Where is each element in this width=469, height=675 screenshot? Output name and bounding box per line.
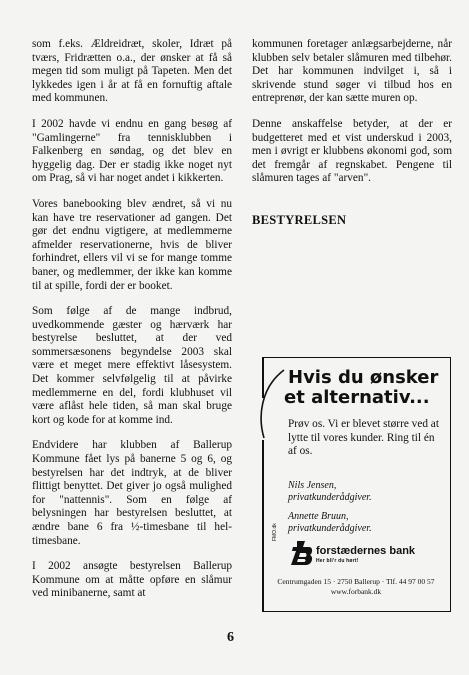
page-number: 6 (227, 630, 234, 645)
left-column (32, 38, 232, 613)
ad-title-line1: Hvis du ønsker (288, 367, 439, 388)
ad-title (284, 367, 439, 408)
bank-name: forstædernes bank (316, 545, 416, 557)
bank-website: www.forbank.dk (330, 587, 382, 596)
bank-tagline: Her bli'r du hørt! (316, 558, 359, 564)
signature-heading: BESTYRELSEN (252, 212, 347, 227)
contact-name: Annette Bruun, (288, 511, 349, 522)
ad-side-mark: FMO.dk (272, 523, 278, 541)
ad-body-text: Prøv os. Vi er blevet større ved at lytte til vores kunder. Ring til én af os. (288, 418, 439, 458)
paragraph: I 2002 ansøgte bestyrelsen Ballerup Kommune om at måtte opføre en slåmur ved minibanerne, samt at (32, 560, 232, 600)
bank-address-block (262, 577, 450, 597)
contact-role: privatkunderådgiver. (288, 523, 372, 534)
ad-contact-person (288, 511, 444, 535)
bank-logo (288, 539, 444, 569)
paragraph: Som følge af de mange indbrud, uvedkommende gæster og hærværk har bestyrelse besluttet, at der ved sommersæsonens begyndelse 2003 skal være et meget mere effektivt låsesystem. Det kommer selvfølgelig til at påvirke medlemmerne en del, fordi klubhuset vil være aflåst hele tiden, så man skal bruge kort og kode for at komme ind. (32, 305, 232, 426)
paragraph: I 2002 havde vi endnu en gang besøg af "Gamlingerne" fra tennisklubben i Falkenberg en søndag, og det blev en hyggelig dag. Der er stadig ikke noget nyt om Prag, så vi har noget andet i kikkerten. (32, 117, 232, 185)
right-column (252, 38, 452, 228)
paragraph: som f.eks. Ældreidræt, skoler, Idræt på tværs, Fridrætten o.a., der ønsker at få så megen tid som muligt på Tapeten. Men det lykkedes igen i år at få en fornuftig aftale med kommunen. (32, 38, 232, 105)
paragraph: Vores banebooking blev ændret, så vi nu kan have tre reservationer ad gangen. Det gør det endnu vigtigere, at medlemmerne afmelder reservationerne, hvis de bliver forhindret, ellers vil vi se for mange tomme baner, og medlemmer, der ikke kan komme til at spille, fordi der er booket. (32, 197, 232, 292)
ad-curve-decoration (256, 368, 286, 448)
bank-address: Centrumgaden 15 · 2750 Ballerup · Tlf. 44 97 00 57 (277, 577, 435, 586)
bank-logo-icon (288, 539, 314, 567)
paragraph: Denne anskaffelse betyder, at der er budgetteret med et vist underskud i 2003, men i øvrigt er klubbens økonomi god, som det fremgår af regnskabet. Pengene til slåmuren tages af "arven". (252, 117, 452, 185)
bank-advertisement (262, 357, 451, 612)
ad-contact-person (288, 480, 444, 504)
contact-role: privatkunderådgiver. (288, 492, 372, 503)
ad-title-line2: et alternativ... (284, 387, 430, 408)
paragraph: kommunen foretager anlægsarbejderne, når klubben selv betaler slåmuren med tilbehør. Det har kommunen indvilget i, så i skrivende stund søger vi tilbud hos en entreprenør, der kan sætte muren op. (252, 38, 452, 105)
contact-name: Nils Jensen, (288, 480, 337, 491)
paragraph: Endvidere har klubben af Ballerup Kommune fået lys på banerne 5 og 6, og bestyrelsen har det indtryk, at de bliver flittigt benyttet. Det giver jo også mulighed for "nattennis". Som en følge af belysningen har bestyrelsen besluttet, at ændre bane 6 fra ½-timesbane til hel-timesbane. (32, 439, 232, 547)
